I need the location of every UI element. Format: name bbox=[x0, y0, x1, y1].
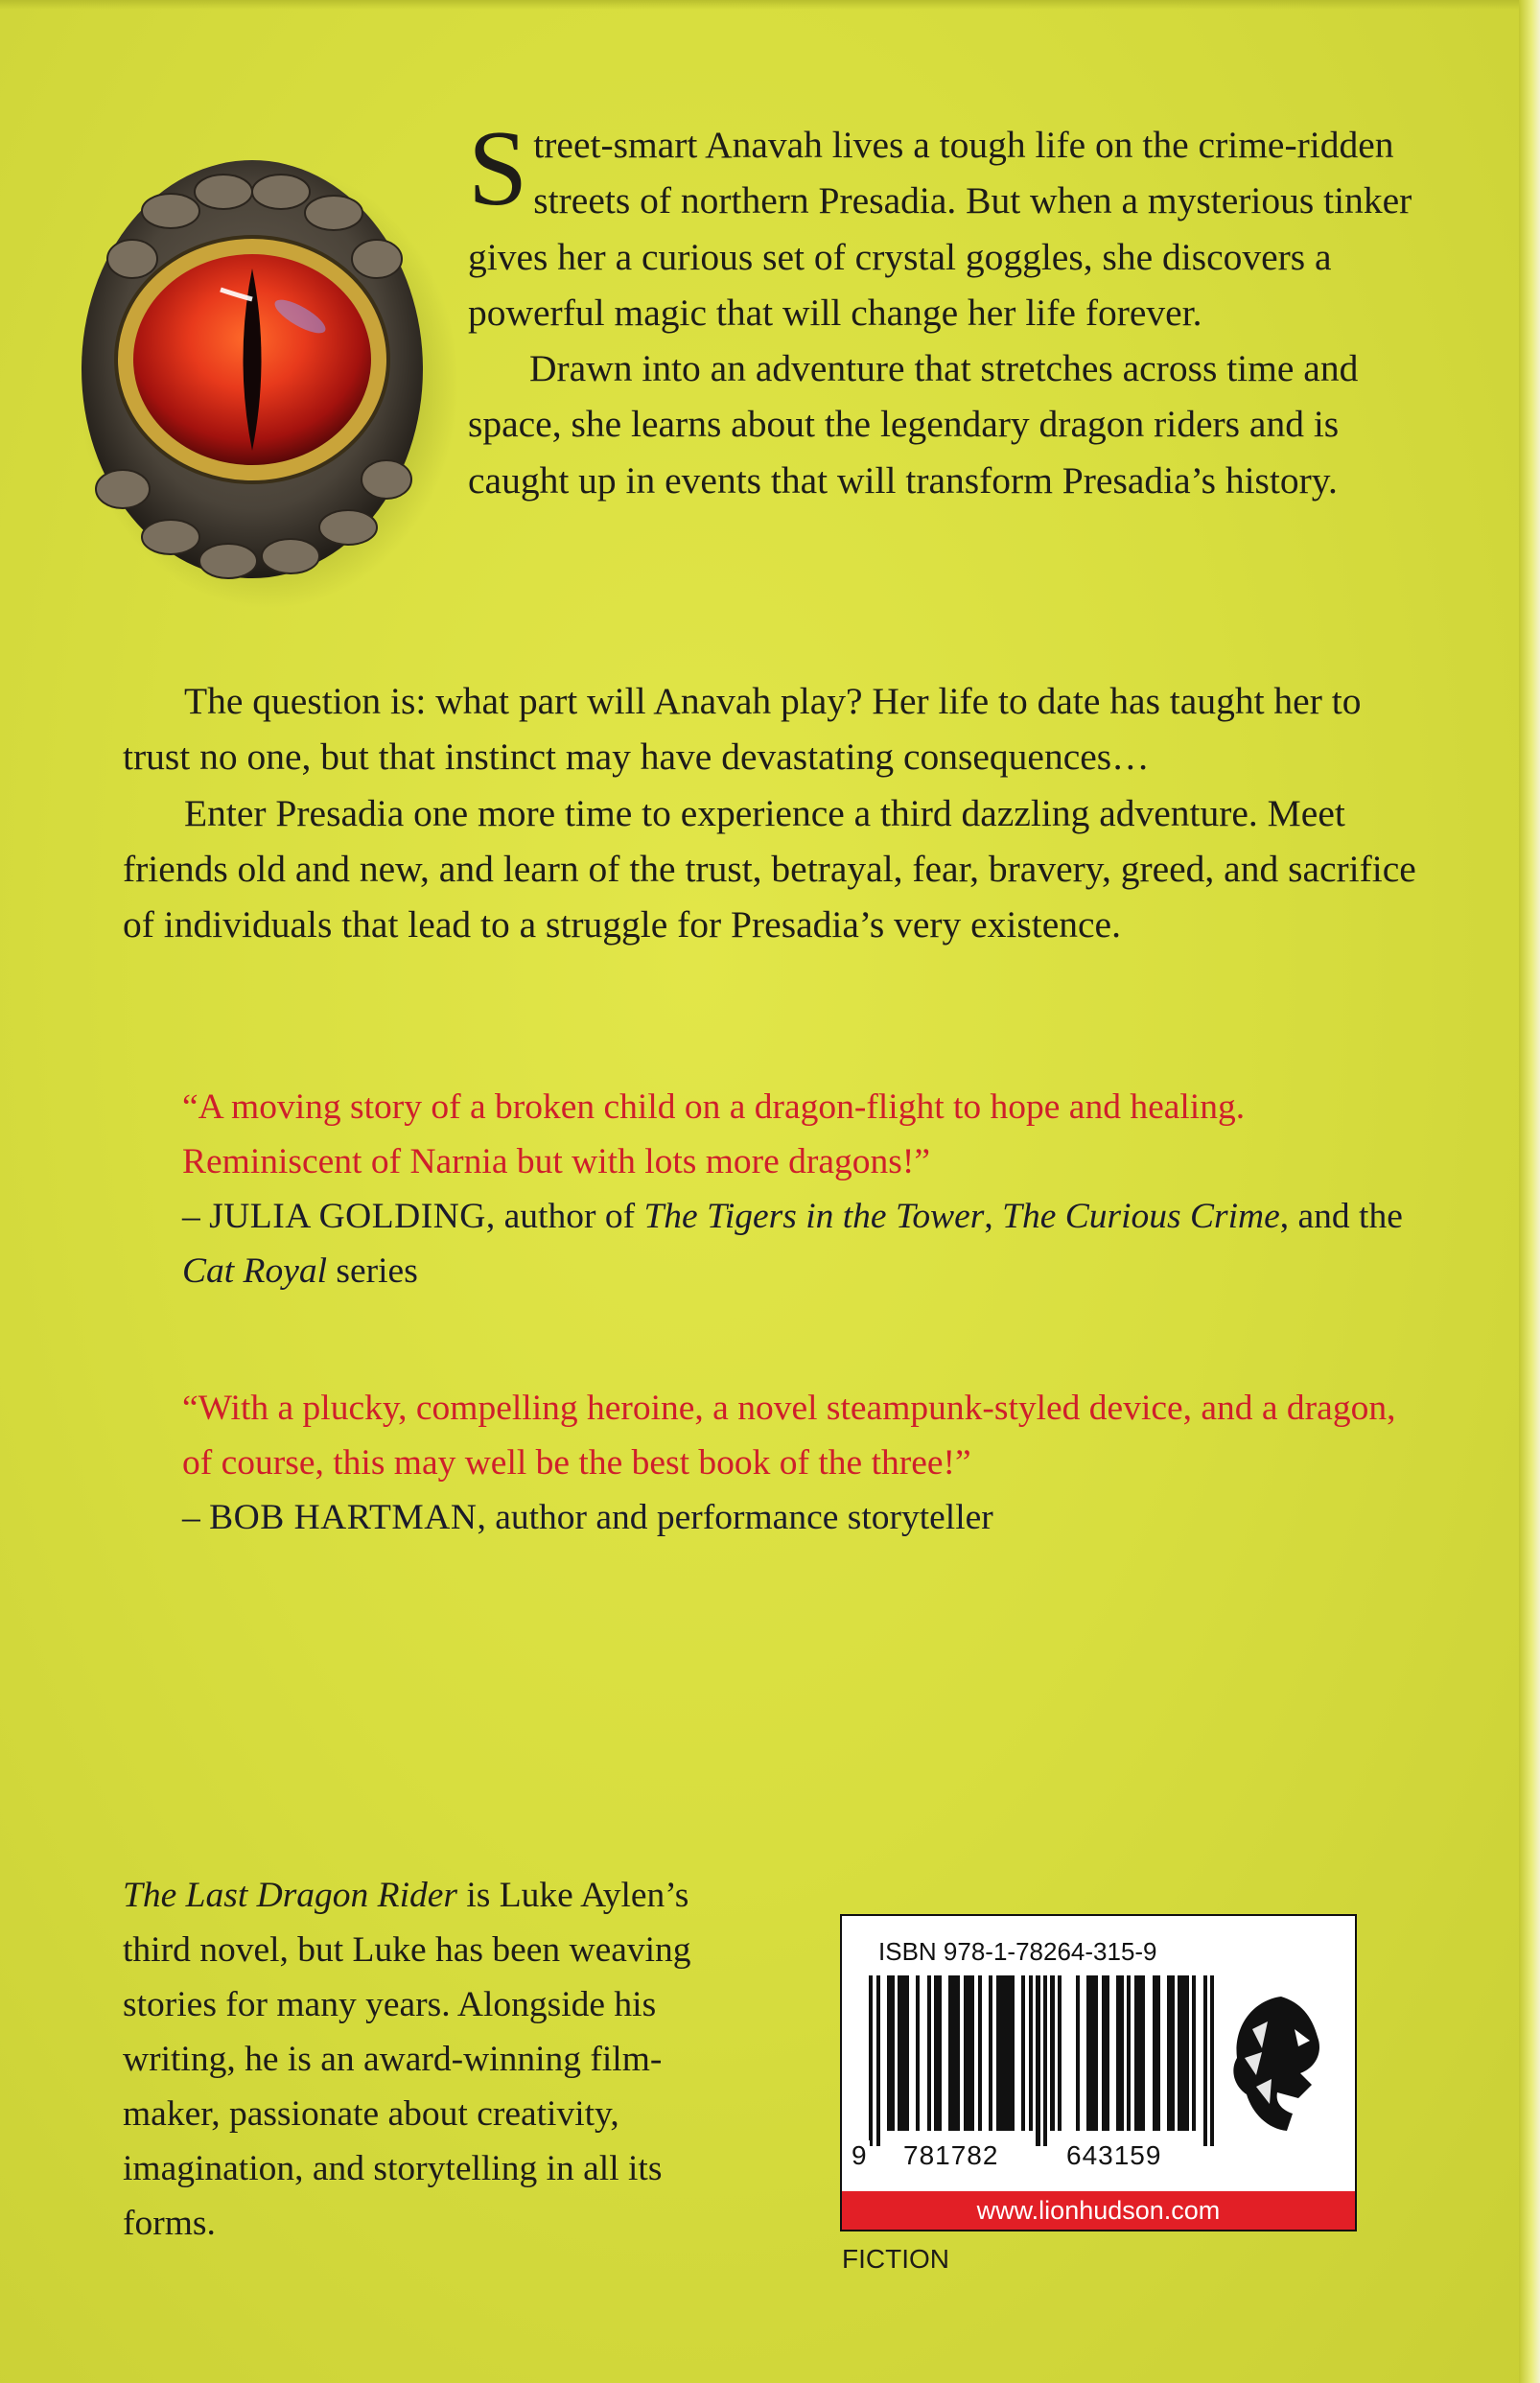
reviewer-name: BOB HARTMAN bbox=[209, 1498, 478, 1537]
barcode-bar bbox=[1127, 1975, 1131, 2131]
blurb-paragraph-4: Enter Presadia one more time to experience a third dazzling adventure. Meet friends old and new, and learn of the trust, betrayal, fear, bravery, greed, and sacrifice of individuals that lead to a struggle for Presadia’s very existence. bbox=[123, 791, 1416, 946]
barcode-bar bbox=[1021, 1975, 1025, 2131]
quote-text: “A moving story of a broken child on a dragon-flight to hope and healing. Reminiscent of Narnia but with lots more dragons!” bbox=[182, 1087, 1246, 1181]
eye-space bbox=[123, 117, 468, 673]
barcode-bar bbox=[1011, 1975, 1015, 2131]
quote-text: “With a plucky, compelling heroine, a novel steampunk-styled device, and a dragon, of course, this may well be the best book of the three!” bbox=[182, 1389, 1396, 1483]
barcode-bar bbox=[1192, 1975, 1196, 2131]
barcode-bar bbox=[938, 1975, 942, 2131]
blurb-paragraph-1-text: treet-smart Anavah lives a tough life on the crime-ridden streets of northern Presadia. But when a mysterious tinker gives her a curious set of crystal goggles, she discovers a powerful magic that will change her life forever. bbox=[468, 124, 1412, 334]
barcode-digit-first: 9 bbox=[852, 2140, 868, 2170]
barcode-bar bbox=[1171, 1975, 1175, 2131]
cover-top-edge bbox=[0, 0, 1540, 10]
barcode-panel bbox=[840, 1914, 1357, 2231]
barcode-bar bbox=[905, 1975, 909, 2131]
quote-attribution: – BOB HARTMAN, author and performance storyteller bbox=[182, 1498, 993, 1537]
barcode bbox=[869, 1975, 1214, 2160]
author-bio-text: is Luke Aylen’s third novel, but Luke has been weaving stories for many years. Alongside his writing, he is an award-winning film-maker, passionate about creativity, imagination, and storytelling in all its forms. bbox=[123, 1876, 691, 2243]
barcode-bar bbox=[1050, 1975, 1054, 2131]
barcode-bar bbox=[1119, 1975, 1123, 2131]
barcode-bar bbox=[1036, 1975, 1039, 2146]
barcode-bar bbox=[927, 1975, 931, 2131]
barcode-bar bbox=[1094, 1975, 1098, 2131]
barcode-bar bbox=[1043, 1975, 1047, 2146]
barcode-bar bbox=[916, 1975, 920, 2131]
barcode-bar bbox=[989, 1975, 992, 2131]
blurb-paragraph-3: The question is: what part will Anavah play? Her life to date has taught her to trust no one, but that instinct may have devastating consequences… bbox=[123, 680, 1362, 779]
barcode-bar bbox=[970, 1975, 974, 2131]
book-title: The Curious Crime bbox=[1002, 1197, 1280, 1236]
review-quote-hartman bbox=[182, 1381, 1429, 1545]
isbn-label: ISBN 978-1-78264-315-9 bbox=[878, 1937, 1157, 1966]
barcode-bar bbox=[1210, 1975, 1214, 2146]
quote-attribution: – JULIA GOLDING, author of The Tigers in the Tower, The Curious Crime, and the Cat Royal series bbox=[182, 1197, 1403, 1291]
lion-head-logo bbox=[1224, 1991, 1331, 2135]
book-title: The Last Dragon Rider bbox=[123, 1876, 457, 1915]
book-title: Cat Royal bbox=[182, 1251, 328, 1291]
barcode-digits-left: 781782 bbox=[903, 2140, 999, 2170]
barcode-bar bbox=[1076, 1975, 1080, 2131]
category-label: FICTION bbox=[842, 2244, 949, 2274]
cover-page-edge bbox=[1519, 0, 1540, 2383]
reviewer-name: JULIA GOLDING bbox=[209, 1197, 486, 1236]
barcode-bar bbox=[1185, 1975, 1189, 2131]
book-title: The Tigers in the Tower bbox=[643, 1197, 985, 1236]
blurb bbox=[123, 109, 1436, 952]
blurb-paragraph-2: Drawn into an adventure that stretches across time and space, she learns about the legendary dragon riders and is caught up in events that will transform Presadia’s history. bbox=[468, 347, 1359, 502]
barcode-bar bbox=[1105, 1975, 1108, 2131]
barcode-bar bbox=[876, 1975, 880, 2146]
barcode-bar bbox=[978, 1975, 982, 2131]
review-quote-golding bbox=[182, 1080, 1429, 1298]
barcode-bar bbox=[1203, 1975, 1207, 2146]
barcode-bar bbox=[1058, 1975, 1062, 2131]
barcode-bar bbox=[1029, 1975, 1033, 2131]
barcode-bar bbox=[1155, 1975, 1159, 2131]
barcode-bar bbox=[1141, 1975, 1145, 2131]
author-bio bbox=[123, 1868, 756, 2251]
barcode-digits-right: 643159 bbox=[1066, 2140, 1162, 2170]
drop-cap: S bbox=[468, 109, 528, 228]
publisher-url: www.lionhudson.com bbox=[842, 2191, 1355, 2230]
barcode-bar bbox=[956, 1975, 960, 2131]
barcode-bar bbox=[891, 1975, 895, 2131]
barcode-bar bbox=[869, 1975, 873, 2146]
